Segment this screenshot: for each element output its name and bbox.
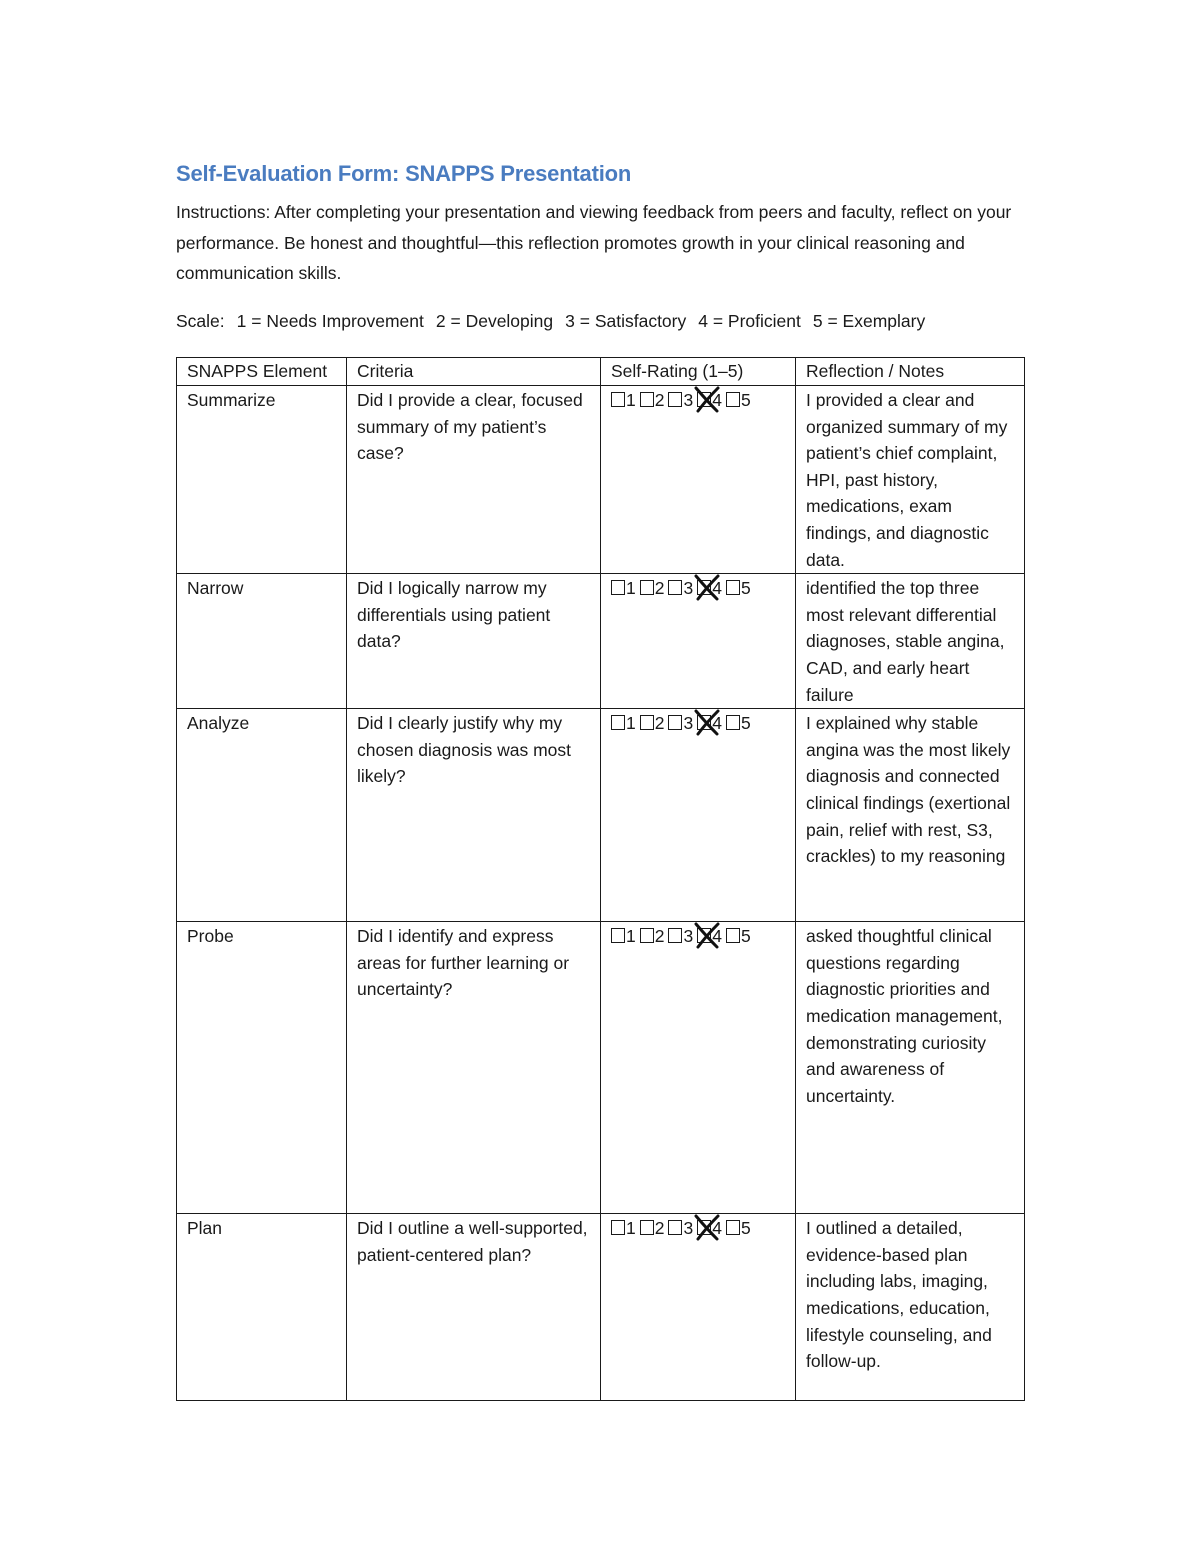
scale-prefix: Scale: [176, 311, 225, 331]
rating-option-label: 4 [712, 713, 722, 734]
rating-option-label: 5 [740, 578, 751, 599]
rating-option-2[interactable] [640, 1215, 665, 1242]
rating-option-1[interactable] [611, 923, 636, 950]
rating-option-label: 1 [626, 1218, 636, 1239]
rating-option-4[interactable] [697, 575, 722, 602]
checkbox-icon[interactable] [697, 928, 711, 943]
rating-option-2[interactable] [640, 387, 665, 414]
form-title: Self-Evaluation Form: SNAPPS Presentation [176, 161, 632, 186]
rating-option-label: 3 [683, 713, 694, 734]
rating-option-1[interactable] [611, 1215, 636, 1242]
table-header-row [177, 358, 1025, 386]
rating-option-label: 5 [740, 1218, 751, 1239]
cell-element: Narrow [177, 574, 347, 709]
scale-level-4: 4 = Proficient [698, 311, 801, 331]
rating-checkboxes [611, 575, 785, 602]
rating-option-3[interactable] [668, 710, 693, 737]
checkbox-icon[interactable] [640, 928, 654, 943]
rating-option-label: 1 [626, 578, 636, 599]
checkbox-icon[interactable] [668, 1220, 682, 1235]
rating-option-5[interactable] [726, 1215, 751, 1242]
rating-option-label: 4 [712, 578, 722, 599]
table-row [177, 922, 1025, 1214]
rating-option-1[interactable] [611, 575, 636, 602]
rating-option-label: 2 [654, 713, 665, 734]
checkbox-icon[interactable] [640, 1220, 654, 1235]
cell-criteria: Did I identify and express areas for further learning or uncertainty? [347, 922, 601, 1214]
rating-option-3[interactable] [668, 1215, 693, 1242]
checkbox-icon[interactable] [640, 715, 654, 730]
rating-option-label: 3 [683, 926, 694, 947]
rating-option-label: 1 [626, 926, 636, 947]
checkbox-icon[interactable] [697, 392, 711, 407]
rating-option-4[interactable] [697, 710, 722, 737]
rating-option-5[interactable] [726, 387, 751, 414]
rating-checkboxes [611, 1215, 785, 1242]
checkbox-icon[interactable] [640, 580, 654, 595]
cell-element: Plan [177, 1214, 347, 1401]
cell-notes: I provided a clear and organized summary of my patient’s chief complaint, HPI, past history, medications, exam findings, and diagnostic data. [796, 386, 1025, 574]
checkbox-icon[interactable] [697, 580, 711, 595]
checkbox-icon[interactable] [726, 715, 740, 730]
checkbox-icon[interactable] [611, 392, 625, 407]
checkbox-icon[interactable] [611, 715, 625, 730]
cell-notes: asked thoughtful clinical questions regarding diagnostic priorities and medication management, demonstrating curiosity and awareness of uncertainty. [796, 922, 1025, 1214]
cell-criteria: Did I outline a well-supported, patient-centered plan? [347, 1214, 601, 1401]
rating-option-4[interactable] [697, 1215, 722, 1242]
table-row [177, 386, 1025, 574]
checkbox-icon[interactable] [668, 392, 682, 407]
checkbox-icon[interactable] [640, 392, 654, 407]
rating-option-5[interactable] [726, 575, 751, 602]
cell-rating [601, 574, 796, 709]
rating-option-label: 3 [683, 578, 694, 599]
scale-level-2: 2 = Developing [435, 311, 554, 331]
rating-option-label: 4 [712, 926, 722, 947]
header-self-rating: Self-Rating (1–5) [601, 358, 796, 386]
rating-option-4[interactable] [697, 923, 722, 950]
rating-option-label: 3 [683, 390, 694, 410]
scale-level-1: 1 = Needs Improvement [236, 311, 424, 331]
rating-option-5[interactable] [726, 923, 751, 950]
rating-option-label: 2 [654, 926, 665, 947]
cell-notes: I outlined a detailed, evidence-based plan including labs, imaging, medications, education, lifestyle counseling, and follow-up. [796, 1214, 1025, 1401]
rating-option-label: 1 [626, 713, 636, 734]
scale-level-3: 3 = Satisfactory [565, 311, 687, 331]
rating-checkboxes [611, 923, 785, 950]
rating-checkboxes [611, 710, 785, 737]
rating-option-3[interactable] [668, 923, 693, 950]
rating-option-label: 2 [654, 578, 665, 599]
header-snapps-element: SNAPPS Element [177, 358, 347, 386]
cell-rating [601, 709, 796, 922]
rating-checkboxes [611, 387, 785, 414]
rating-scale-legend [176, 307, 937, 335]
rating-option-3[interactable] [668, 387, 693, 414]
rating-option-label: 3 [683, 1218, 694, 1239]
rating-option-label: 5 [740, 390, 751, 410]
rating-option-label: 4 [712, 1218, 722, 1239]
cell-element: Summarize [177, 386, 347, 574]
checkbox-icon[interactable] [726, 580, 740, 595]
rating-option-label: 2 [654, 1218, 665, 1239]
checkbox-icon[interactable] [668, 715, 682, 730]
rating-option-2[interactable] [640, 710, 665, 737]
table-row [177, 709, 1025, 922]
table-row [177, 574, 1025, 709]
cell-rating [601, 1214, 796, 1401]
cell-notes: I explained why stable angina was the most likely diagnosis and connected clinical findings (exertional pain, relief with rest, S3, crackles) to my reasoning [796, 709, 1025, 922]
checkbox-icon[interactable] [726, 928, 740, 943]
cell-criteria: Did I logically narrow my differentials using patient data? [347, 574, 601, 709]
checkbox-icon[interactable] [697, 1220, 711, 1235]
cell-rating [601, 386, 796, 574]
rating-option-5[interactable] [726, 710, 751, 737]
self-evaluation-table [176, 357, 1025, 1401]
checkbox-icon[interactable] [611, 580, 625, 595]
rating-option-3[interactable] [668, 575, 693, 602]
rating-option-label: 5 [740, 713, 751, 734]
checkbox-icon[interactable] [726, 1220, 740, 1235]
cell-criteria: Did I clearly justify why my chosen diagnosis was most likely? [347, 709, 601, 922]
rating-option-label: 5 [740, 926, 751, 947]
cell-rating [601, 922, 796, 1214]
checkbox-icon[interactable] [668, 928, 682, 943]
cell-criteria: Did I provide a clear, focused summary of my patient’s case? [347, 386, 601, 574]
rating-option-label: 4 [712, 390, 722, 410]
instructions-paragraph: Instructions: After completing your presentation and viewing feedback from peers and faculty, reflect on your performance. Be honest and thoughtful—this reflection promotes growth in your clinical reasoning and communication skills. [176, 202, 1012, 283]
checkbox-icon[interactable] [697, 715, 711, 730]
rating-option-label: 1 [626, 390, 636, 410]
rating-option-label: 2 [654, 390, 665, 410]
rating-option-1[interactable] [611, 710, 636, 737]
rating-option-2[interactable] [640, 575, 665, 602]
checkbox-icon[interactable] [726, 392, 740, 407]
header-criteria: Criteria [347, 358, 601, 386]
rating-option-1[interactable] [611, 387, 636, 414]
checkbox-icon[interactable] [611, 928, 625, 943]
cell-element: Probe [177, 922, 347, 1214]
cell-notes: identified the top three most relevant differential diagnoses, stable angina, CAD, and early heart failure [796, 574, 1025, 709]
rating-option-4[interactable] [697, 387, 722, 414]
checkbox-icon[interactable] [668, 580, 682, 595]
checkbox-icon[interactable] [611, 1220, 625, 1235]
scale-level-5: 5 = Exemplary [812, 311, 926, 331]
rating-option-2[interactable] [640, 923, 665, 950]
header-reflection-notes: Reflection / Notes [796, 358, 1025, 386]
cell-element: Analyze [177, 709, 347, 922]
table-row [177, 1214, 1025, 1401]
